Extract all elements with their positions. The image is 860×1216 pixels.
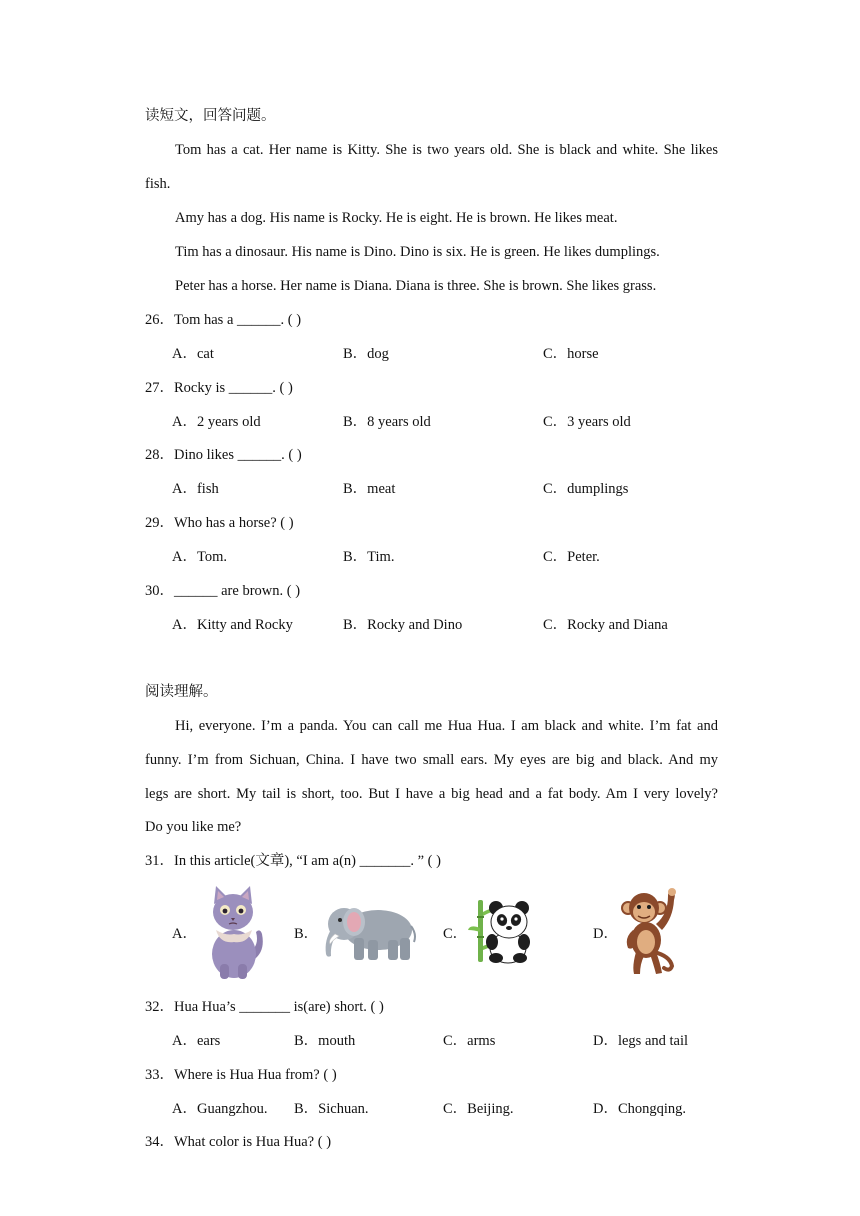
q27-option-a[interactable]: A．2 years old	[172, 414, 261, 430]
monkey-icon[interactable]	[618, 886, 680, 976]
question-29: 29．Who has a horse? ( )	[145, 515, 294, 531]
q32-option-a[interactable]: A．ears	[172, 1033, 221, 1049]
cat-icon[interactable]	[196, 884, 270, 980]
q31-option-a-label[interactable]: A．	[172, 926, 197, 942]
panda-icon[interactable]	[468, 898, 534, 966]
q26-option-c[interactable]: C．horse	[543, 346, 599, 362]
q26-option-b[interactable]: B．dog	[343, 346, 389, 362]
question-31: 31．In this article(文章), “I am a(n) _______. ” ( )	[145, 853, 441, 869]
passage2-line3: legs are short. My tail is short, too. But I have a big head and a fat body. Am I very lovely?	[145, 786, 718, 802]
q33-option-c[interactable]: C．Beijing.	[443, 1101, 514, 1117]
q30-option-c[interactable]: C．Rocky and Diana	[543, 617, 668, 633]
q31-option-c-label[interactable]: C．	[443, 926, 468, 942]
passage2-line1: Hi, everyone. I’m a panda. You can call me Hua Hua. I am black and white. I’m fat and	[175, 718, 718, 734]
question-33: 33．Where is Hua Hua from? ( )	[145, 1067, 337, 1083]
q28-option-a[interactable]: A．fish	[172, 481, 219, 497]
q32-option-c[interactable]: C．arms	[443, 1033, 496, 1049]
question-27: 27．Rocky is ______. ( )	[145, 380, 293, 396]
passage1-line1: Tom has a cat. Her name is Kitty. She is two years old. She is black and white. She likes	[175, 142, 718, 158]
q33-option-a[interactable]: A．Guangzhou.	[172, 1101, 268, 1117]
question-34: 34．What color is Hua Hua? ( )	[145, 1134, 332, 1150]
elephant-icon[interactable]	[318, 900, 418, 964]
q28-option-b[interactable]: B．meat	[343, 481, 396, 497]
section2-heading: 阅读理解。	[145, 684, 218, 700]
q33-option-d[interactable]: D．Chongqing.	[593, 1101, 687, 1117]
q30-option-b[interactable]: B．Rocky and Dino	[343, 617, 463, 633]
q33-option-b[interactable]: B．Sichuan.	[294, 1101, 369, 1117]
question-26: 26．Tom has a ______. ( )	[145, 312, 302, 328]
q32-option-d[interactable]: D．legs and tail	[593, 1033, 689, 1049]
passage1-line3: Amy has a dog. His name is Rocky. He is eight. He is brown. He likes meat.	[175, 210, 618, 226]
q29-option-c[interactable]: C．Peter.	[543, 549, 600, 565]
passage2-line2: funny. I’m from Sichuan, China. I have two small ears. My eyes are big and black. And my	[145, 752, 718, 768]
passage1-line4: Tim has a dinosaur. His name is Dino. Dino is six. He is green. He likes dumplings.	[175, 244, 660, 260]
q31-option-b-label[interactable]: B．	[294, 926, 319, 942]
q29-option-a[interactable]: A．Tom.	[172, 549, 227, 565]
question-28: 28．Dino likes ______. ( )	[145, 447, 302, 463]
q27-option-c[interactable]: C．3 years old	[543, 414, 631, 430]
passage2-line4: Do you like me?	[145, 819, 242, 835]
q28-option-c[interactable]: C．dumplings	[543, 481, 629, 497]
question-30: 30．______ are brown. ( )	[145, 583, 301, 599]
q27-option-b[interactable]: B．8 years old	[343, 414, 431, 430]
q29-option-b[interactable]: B．Tim.	[343, 549, 395, 565]
passage1-line2: fish.	[145, 176, 171, 192]
section1-heading: 读短文，回答问题。	[145, 108, 276, 124]
q30-option-a[interactable]: A．Kitty and Rocky	[172, 617, 293, 633]
q32-option-b[interactable]: B．mouth	[294, 1033, 356, 1049]
passage1-line5: Peter has a horse. Her name is Diana. Diana is three. She is brown. She likes grass.	[175, 278, 657, 294]
q26-option-a[interactable]: A．cat	[172, 346, 214, 362]
question-32: 32．Hua Hua’s _______ is(are) short. ( )	[145, 999, 384, 1015]
q31-option-d-label[interactable]: D．	[593, 926, 618, 942]
